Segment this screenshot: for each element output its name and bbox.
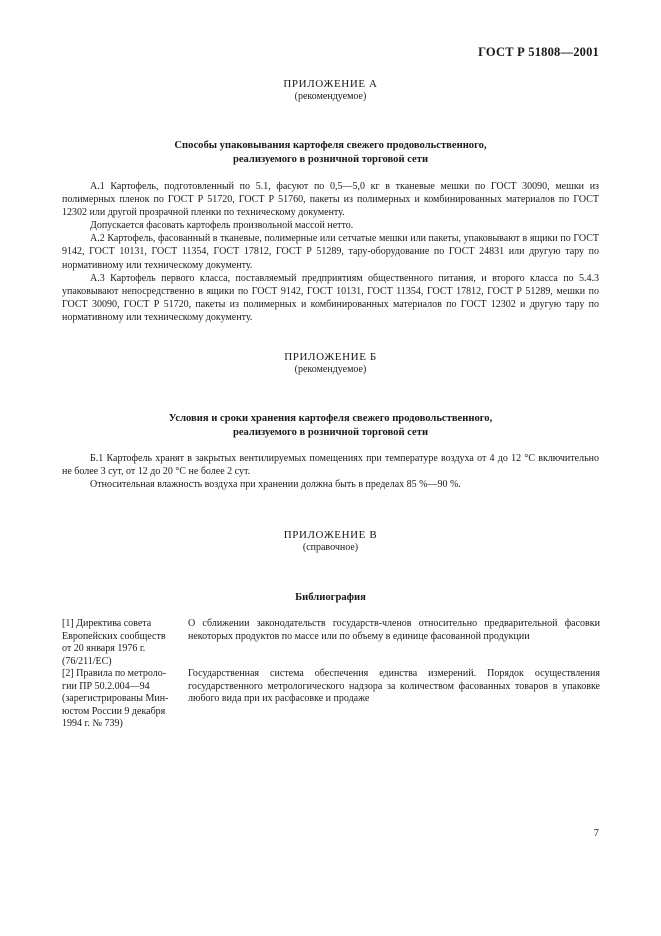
paragraph-b1-humidity: Относительная влажность воздуха при хранении должна быть в пределах 85 %—90 %. [90, 479, 461, 491]
ref-line: [1] Директива совета [62, 618, 152, 629]
ref-line: от 20 января 1976 г. [62, 643, 146, 655]
appendix-v-status: (справочное) [302, 542, 359, 553]
bibliography-description: О сближении законодательств государств-членов относительно предварительной фасовки некоторых продуктов по массе или по объему в единице фасованной продукции [188, 618, 600, 642]
ref-line: юстом России 9 декабря [62, 705, 166, 717]
paragraph-a2: А.2 Картофель, фасованный в тканевые, полимерные или сетчатые мешки или пакеты, упаковывают в ящики по ГОСТ 9142, ГОСТ 10131, ГОСТ 11354, ГОСТ 17812, ГОСТ Р 51289, тару-оборудование по ГОСТ 24831 или другую тару по нормативному или техническому документу. [62, 233, 599, 271]
paragraph-a1: А.1 Картофель, подготовленный по 5.1, фасуют по 0,5—5,0 кг в тканевые мешки по ГОСТ 30090, мешки из полимерных пленок по ГОСТ Р 51720, ГОСТ Р 51760, пакеты из полимерных и комбинированных материалов по ГОСТ 12302 или другой прозрачной пленки по техническому документу. [62, 181, 599, 219]
appendix-a-heading-line-2: реализуемого в розничной торговой сети [232, 154, 429, 165]
appendix-v-label [0, 529, 661, 554]
paragraph-a1-note: Допускается фасовать картофель произвольной массой нетто. [90, 220, 354, 232]
ref-line: (зарегистрированы Мин- [62, 693, 169, 705]
appendix-a-body [62, 180, 599, 324]
appendix-b-body [62, 452, 599, 491]
bibliography-ref [62, 618, 184, 668]
appendix-a-title: ПРИЛОЖЕНИЕ А [283, 78, 378, 90]
paragraph-a3: А.3 Картофель первого класса, поставляемый предприятиям общественного питания, и второго класса по 5.4.3 упаковывают непосредственно в ящики по ГОСТ 9142, ГОСТ 10131, ГОСТ 11354, ГОСТ 17812, ГОСТ Р 51289, мешки по ГОСТ 30090, ГОСТ Р 51720, пакеты из полимерных и комбинированных материалов по ГОСТ 12302 и другую тару по нормативному или техническому документу. [62, 272, 599, 323]
page-number: 7 [593, 828, 599, 839]
ref-line: 1994 г. № 739) [62, 718, 123, 730]
appendix-a-label [0, 78, 661, 103]
appendix-v-title: ПРИЛОЖЕНИЕ В [283, 529, 378, 541]
appendix-b-heading-line-1: Условия и сроки хранения картофеля свежего продовольственного, [168, 413, 493, 424]
paragraph-b1: Б.1 Картофель хранят в закрытых вентилируемых помещениях при температуре воздуха от 4 до 12 °С включительно не более 3 сут, от 12 до 20 °С не более 2 сут. [62, 453, 599, 478]
ref-line: (76/211/ЕС) [62, 655, 112, 667]
appendix-b-heading [62, 412, 599, 440]
ref-line: гии ПР 50.2.004—94 [62, 680, 150, 692]
bibliography-ref [62, 668, 184, 731]
bibliography-description: Государственная система обеспечения единства измерений. Порядок осуществления государственного метрологического надзора за количеством фасованных товаров в упаковке любого вида при их расфасовке и продаже [188, 668, 600, 705]
appendix-b-label [0, 351, 661, 376]
appendix-b-heading-line-2: реализуемого в розничной торговой сети [232, 427, 429, 438]
bibliography-title: Библиография [295, 592, 366, 603]
appendix-a-heading-line-1: Способы упаковывания картофеля свежего продовольственного, [174, 140, 487, 151]
appendix-a-status: (рекомендуемое) [294, 91, 367, 102]
document-code: ГОСТ Р 51808—2001 [478, 45, 599, 59]
ref-line: [2] Правила по метроло- [62, 668, 167, 679]
appendix-b-title: ПРИЛОЖЕНИЕ Б [284, 351, 377, 363]
appendix-b-status: (рекомендуемое) [294, 364, 367, 375]
ref-line: Европейских сообществ [62, 630, 166, 642]
appendix-a-heading [62, 139, 599, 167]
